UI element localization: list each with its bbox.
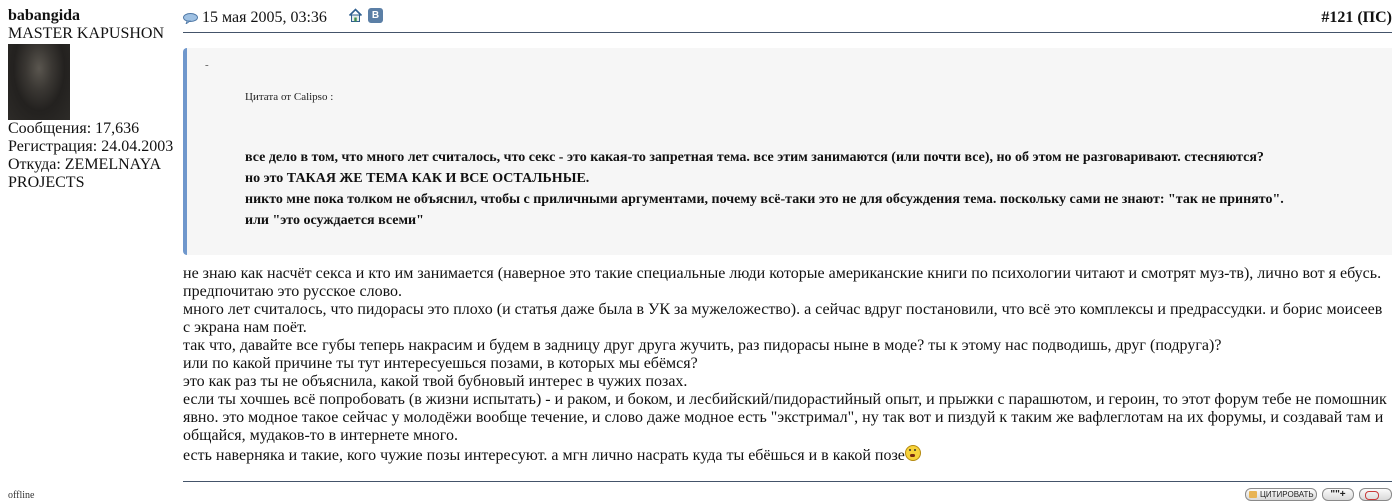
- quote-block: [183, 48, 1392, 255]
- quote-line: или "это осуждается всеми": [245, 213, 424, 228]
- footer-divider: [183, 481, 1392, 482]
- post-body: [183, 265, 1392, 465]
- post-number[interactable]: [1321, 9, 1392, 27]
- post-number-suffix: (ПС): [1357, 9, 1392, 26]
- vk-icon[interactable]: В: [368, 8, 383, 23]
- post-paragraph: если ты хочшеь всё попробовать (в жизни испытать) - и раком, и боком, и лесбийский/пидорастийный опыт, и прыжки с парашютом, и героин, то этот форум тебе не помошник явно. это модное такое сейчас у молодёжи вообще течение, и слово даже модное есть "экстримал", ну так вот и пиздуй к таким же вафлеглотам на их форумы, и создавай там и общайся, мудаков-то в интернете много.: [183, 391, 1387, 444]
- user-location: Откуда: ZEMELNAYA PROJECTS: [8, 156, 161, 191]
- post-date: 15 мая 2005, 03:36: [202, 9, 327, 26]
- post-paragraph: так что, давайте все губы теперь накрасим и будем в задницу друг друга жучить, раз пидорасы ныне в моде? ты к этому нас подводишь, друг (подруга)?: [183, 337, 1222, 354]
- post-paragraph-text: есть наверняка и такие, кого чужие позы интересуют. а мгн лично насрать куда ты ебёшься и в какой позе: [183, 447, 905, 464]
- user-messages: Сообщения: 17,636: [8, 120, 140, 137]
- user-info: [8, 7, 180, 192]
- post-paragraph: не знаю как насчёт секса и кто им занимается (наверное это такие специальные люди которые американские книги по психологии читают и смотрят муз-тв), лично вот я ебусь. предпочитаю это русское слово.: [183, 265, 1382, 300]
- online-status: offline: [8, 490, 35, 501]
- quote-line: все дело в том, что много лет считалось, что секс - это какая-то запретная тема. все этим занимаются (или почти все), но об этом не разговаривают. стесняются?: [245, 150, 1264, 165]
- report-button[interactable]: [1359, 488, 1392, 501]
- quote-text: [245, 147, 1284, 231]
- quote-button[interactable]: ЦИТИРОВАТЬ: [1245, 488, 1317, 501]
- quote-line: но это ТАКАЯ ЖЕ ТЕМА КАК И ВСЕ ОСТАЛЬНЫЕ.: [245, 171, 590, 186]
- multiquote-button[interactable]: ""+: [1322, 488, 1354, 501]
- post-paragraph-last: [183, 445, 1392, 465]
- avatar[interactable]: [8, 44, 70, 120]
- post-paragraph: это как раз ты не объяснила, какой твой бубновый интерес в чужих позах.: [183, 373, 688, 390]
- quote-line: никто мне пока толком не объяснил, чтобы с приличными аргументами, почему всё-таки это не для обсуждения тема. поскольку сами не знают: "так не принято".: [245, 192, 1284, 207]
- smiley-icon: [905, 445, 921, 461]
- user-rank: MASTER KAPUSHON: [8, 25, 165, 42]
- post-paragraph: или по какой причине ты тут интересуешься позами, в которых мы ебёмся?: [183, 355, 698, 372]
- quote-author: Цитата от Calipso :: [245, 91, 334, 103]
- quote-dash: -: [205, 59, 209, 71]
- home-icon[interactable]: [348, 8, 363, 23]
- user-registered: Регистрация: 24.04.2003: [8, 138, 174, 155]
- username[interactable]: babangida: [8, 7, 81, 24]
- post-number-value[interactable]: #121: [1321, 9, 1354, 26]
- post-paragraph: много лет считалось, что пидорасы это плохо (и статья даже была в УК за мужеложество). а сейчас вдруг постановили, что всё это комплексы и предрассудки. и борис моисеев с экрана нам поёт.: [183, 301, 1383, 336]
- post-icon: [183, 11, 198, 22]
- header-divider: [183, 32, 1392, 33]
- post-header: [183, 7, 1392, 29]
